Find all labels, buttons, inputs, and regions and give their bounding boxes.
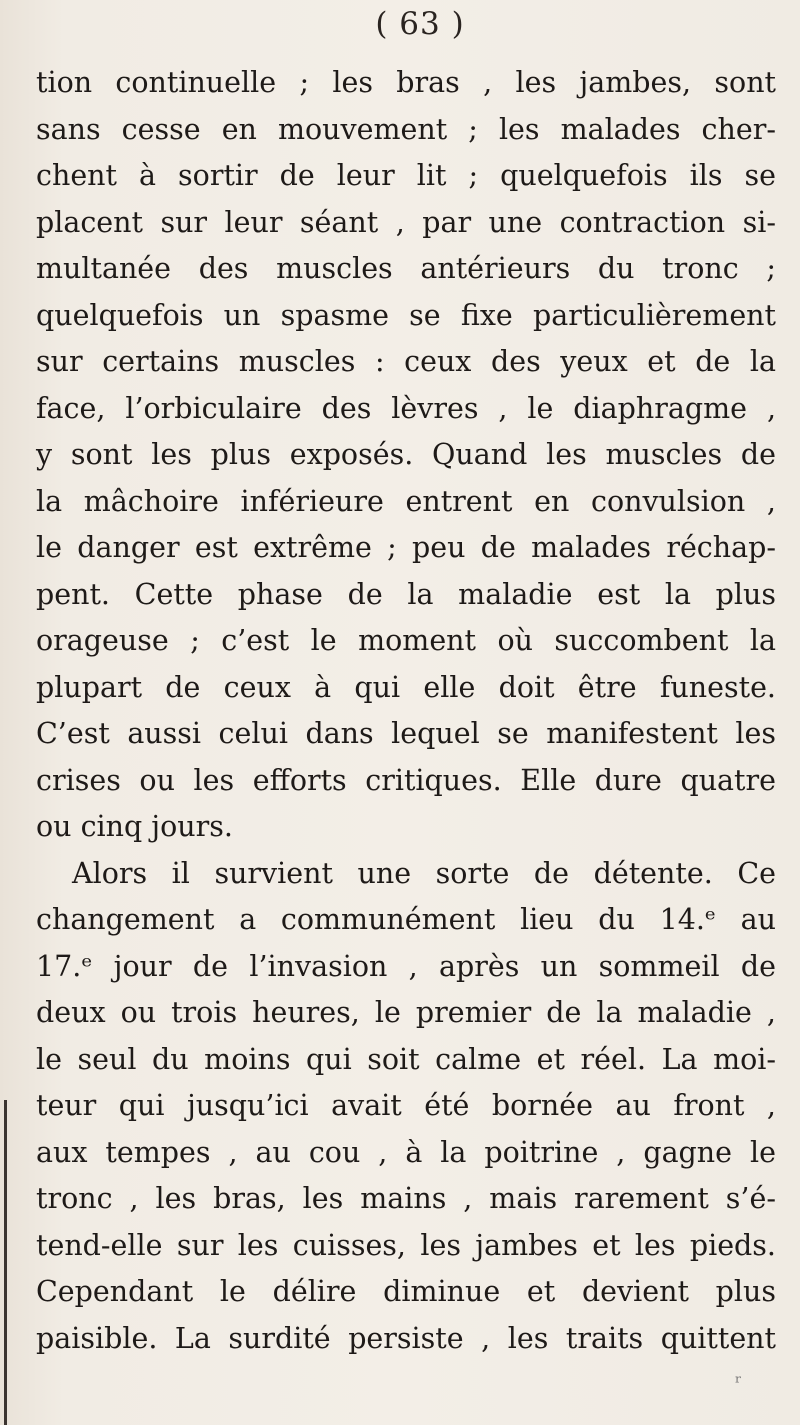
text-line: face, l’orbiculaire des lèvres , le diaphragme , (36, 391, 776, 425)
text-line: crises ou les efforts critiques. Elle dure quatre (36, 763, 776, 797)
text-line: tronc , les bras, les mains , mais rarement s’é- (36, 1182, 776, 1215)
text-line: aux tempes , au cou , à la poitrine , gagne le (36, 1135, 776, 1169)
text-line: multanée des muscles antérieurs du tronc ; (36, 252, 776, 285)
text-line: chent à sortir de leur lit ; quelquefois ils se (36, 159, 776, 192)
text-line: 17.ᵉ jour de l’invasion , après un sommeil de (36, 949, 776, 983)
text-line: teur qui jusqu’ici avait été bornée au front , (36, 1089, 776, 1122)
text-line: pent. Cette phase de la maladie est la plus (36, 577, 776, 611)
text-line: y sont les plus exposés. Quand les muscles de (36, 438, 776, 471)
text-line: la mâchoire inférieure entrent en convulsion , (36, 484, 776, 518)
text-line: Cependant le délire diminue et devient plus (36, 1275, 776, 1308)
text-line: ou cinq jours. (36, 810, 233, 843)
text-line: placent sur leur séant , par une contraction si- (36, 205, 776, 239)
page-edge-shadow (4, 1100, 7, 1425)
text-line: C’est aussi celui dans lequel se manifestent les (36, 717, 776, 750)
text-line: tend-elle sur les cuisses, les jambes et les pieds. (36, 1228, 776, 1262)
text-line: deux ou trois heures, le premier de la maladie , (36, 996, 776, 1029)
text-line: plupart de ceux à qui elle doit être funeste. (36, 670, 776, 704)
text-line: sur certains muscles : ceux des yeux et de la (36, 345, 776, 378)
body-text (36, 60, 776, 1362)
text-line: tion continuelle ; les bras , les jambes, sont (36, 66, 776, 99)
text-line: quelquefois un spasme se fixe particulièrement (36, 298, 776, 332)
stray-mark: ʳ (735, 1370, 742, 1394)
paragraph-first-line: Alors il survient une sorte de détente. Ce (72, 856, 776, 890)
text-line: sans cesse en mouvement ; les malades cher- (36, 112, 776, 146)
text-line: le seul du moins qui soit calme et réel. La moi- (36, 1042, 776, 1076)
text-line: changement a communément lieu du 14.ᵉ au (36, 903, 776, 936)
text-line: paisible. La surdité persiste , les traits quittent (36, 1321, 776, 1355)
text-line: le danger est extrême ; peu de malades réchap- (36, 531, 776, 564)
text-line: orageuse ; c’est le moment où succombent la (36, 624, 776, 657)
page-number: ( 63 ) (375, 6, 465, 42)
